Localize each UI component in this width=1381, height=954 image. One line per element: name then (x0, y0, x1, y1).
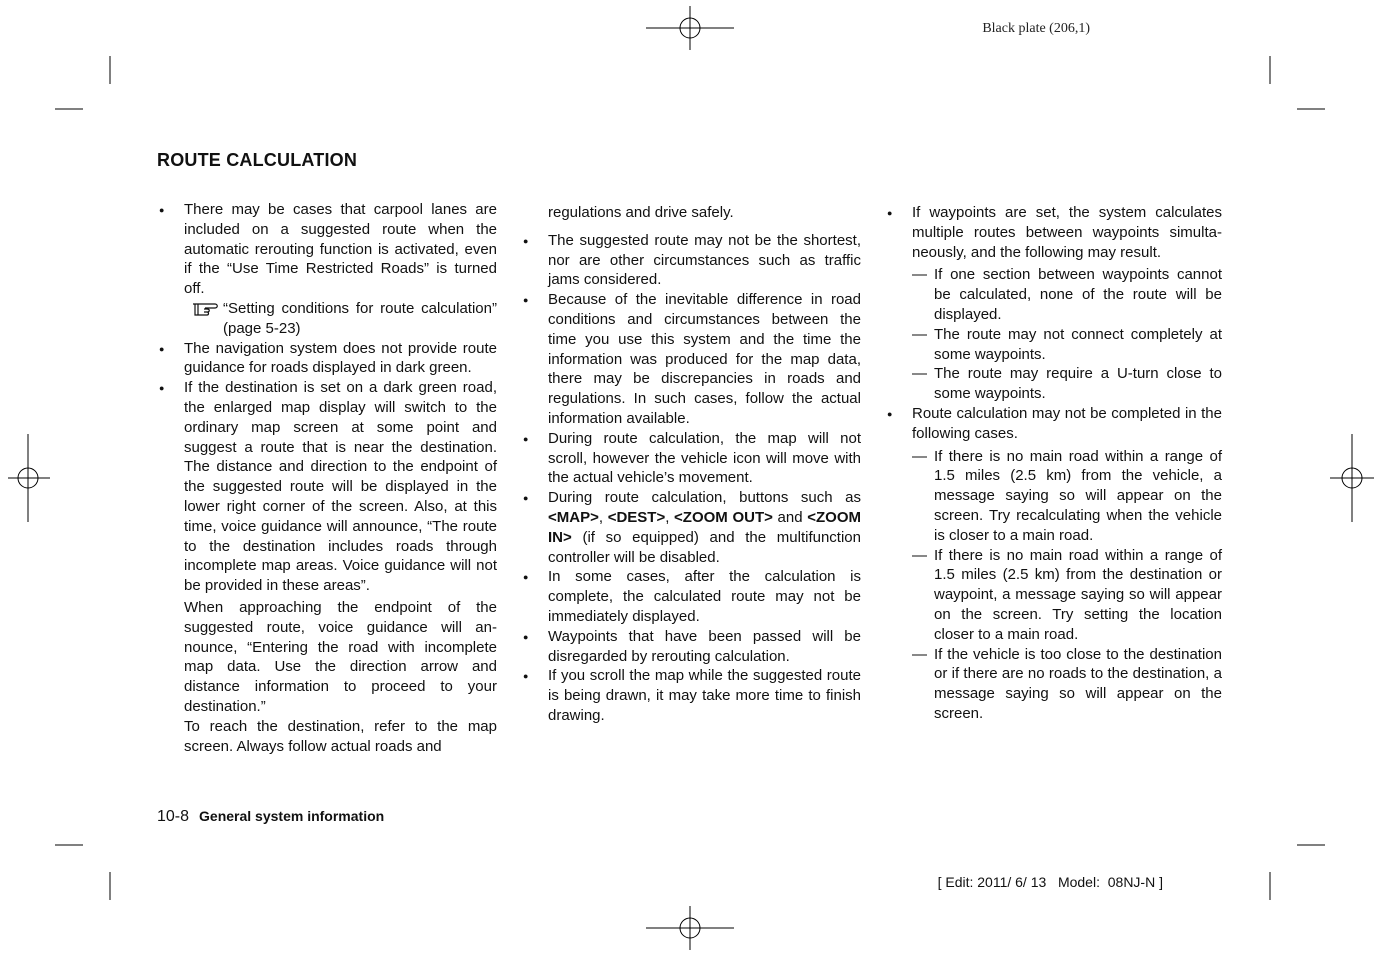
sub-item: — If there is no main road within a range of 1.5 miles (2.5 km) from the destination or waypoint, a message saying so will appear on the screen. Try setting the location closer to a main road. (912, 546, 1222, 645)
page-footer (157, 808, 384, 826)
list-item: ● If you scroll the map while the suggested route is being drawn, it may take more time to finish drawing. (521, 666, 861, 725)
list-item: ● There may be cases that carpool lanes are included on a suggested route when the automatic rerouting function is activated, even if the “Use Time Restricted Roads” is turned off. (157, 200, 497, 299)
reference-hand-icon (191, 300, 219, 318)
list-item: ● Route calculation may not be completed in the following cases. (885, 404, 1222, 444)
column-3 (885, 203, 1222, 724)
list-item: ● If the destination is set on a dark green road, the enlarged map display will switch to the ordinary map screen at some point and suggest a route that is near the destination. The distance and direction to the endpoint of the suggested route will be displayed in the lower right corner of the screen. Also, at this time, voice guidance will announce, “The route to the destination includes roads through incomplete map areas. Voice guidance will not be provided in these areas”. (157, 378, 497, 596)
list-item: ● Waypoints that have been passed will be disregarded by rerouting calculation. (521, 627, 861, 667)
list-item: ● During route calculation, buttons such as <MAP>, <DEST>, <ZOOM OUT> and <ZOOM IN> (if so equipped) and the multifunction controller will be disabled. (521, 488, 861, 567)
page-number: 10-8 (157, 808, 190, 825)
edit-info: [ Edit: 2011/ 6/ 13 Model: 08NJ-N ] (937, 874, 1163, 890)
paragraph: To reach the destination, refer to the map screen. Always follow actual roads and (184, 717, 497, 755)
sub-item: — The route may not connect completely at some waypoints. (912, 325, 1222, 365)
registration-mark-icon (646, 6, 734, 50)
paragraph: When approaching the endpoint of the suggested route, voice guidance will announce, “Entering the road with incomplete map data. Use the direction arrow and distance information to proceed to your destination.” (184, 598, 497, 715)
list-item: ● During route calculation, the map will not scroll, however the vehicle icon will move with the actual vehicle’s movement. (521, 429, 861, 488)
paragraph: regulations and drive safely. (548, 204, 734, 221)
list-item: ● Because of the inevitable difference in road conditions and circumstances between the time you use this system and the time the information was produced for the map data, there may be discrepancies in roads and regulations. In such cases, follow the actual information available. (521, 290, 861, 429)
reference-text: “Setting conditions for route calculation” (page 5-23) (223, 299, 497, 337)
cross-reference (157, 299, 497, 339)
registration-mark-icon (646, 906, 734, 950)
zoom-in-key-label: <ZOOM IN> (548, 508, 861, 546)
sub-item: — The route may require a U-turn close to some waypoints. (912, 364, 1222, 404)
list-item: ● In some cases, after the calculation is complete, the calculated route may not be immediately displayed. (521, 567, 861, 626)
sub-item: — If one section between waypoints cannot be calculated, none of the route will be displayed. (912, 265, 1222, 324)
registration-mark-icon (1330, 434, 1374, 522)
sub-item: — If there is no main road within a range of 1.5 miles (2.5 km) from the vehicle, a message saying so will appear on the screen. Try recalculating when the vehicle is closer to a main road. (912, 447, 1222, 546)
dest-key-label: <DEST> (607, 508, 666, 526)
list-item: ● If waypoints are set, the system calculates multiple routes between waypoints simultaneously, and the following may result. (885, 203, 1222, 262)
registration-mark-icon (8, 434, 50, 522)
section-title: ROUTE CALCULATION (157, 150, 358, 170)
footer-section-name: General system information (199, 808, 385, 824)
column-2 (521, 203, 861, 726)
plate-label: Black plate (206,1) (982, 21, 1090, 36)
list-item: ● The suggested route may not be the shortest, nor are other circumstances such as traffic jams considered. (521, 231, 861, 290)
zoom-out-key-label: <ZOOM OUT> (674, 508, 773, 526)
sub-item: — If the vehicle is too close to the destination or if there are no roads to the destination, a message saying so will appear on the screen. (912, 645, 1222, 724)
list-item: ● The navigation system does not provide route guidance for roads displayed in dark green. (157, 339, 497, 379)
column-1 (157, 200, 497, 756)
map-key-label: <MAP> (548, 508, 599, 526)
